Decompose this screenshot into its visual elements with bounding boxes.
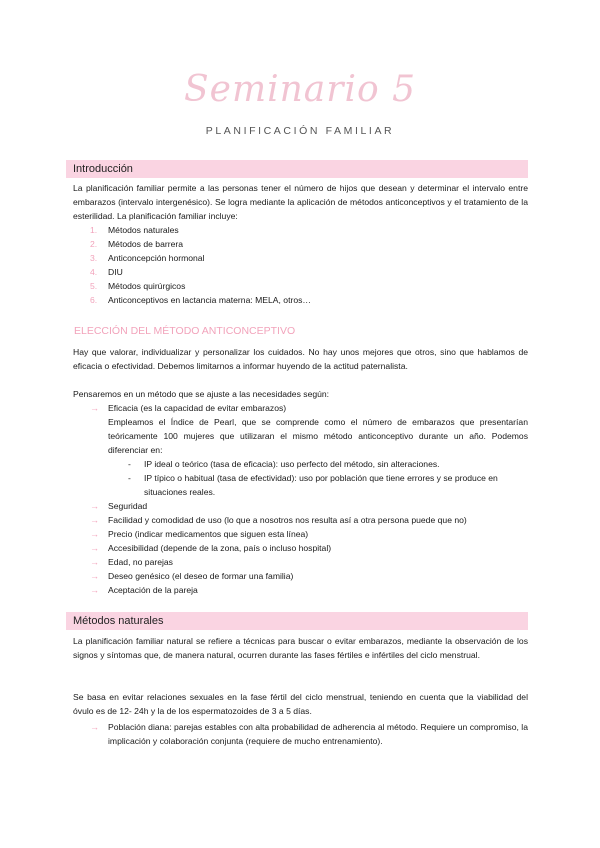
criteria-item: Edad, no parejas — [108, 557, 173, 567]
list-number: 6. — [90, 295, 98, 305]
arrow-bullet-icon: → — [90, 585, 99, 595]
eleccion-criteria-intro: Pensaremos en un método que se ajuste a las necesidades según: — [73, 389, 330, 399]
arrow-bullet-icon: → — [90, 501, 99, 511]
section-heading-introduccion: Introducción — [66, 160, 528, 178]
section-heading-naturales: Métodos naturales — [66, 612, 528, 630]
list-item: Anticoncepción hormonal — [108, 253, 205, 263]
dash-bullet-icon: - — [128, 473, 131, 483]
criteria-eficacia: Eficacia (es la capacidad de evitar embarazos) — [108, 403, 287, 413]
arrow-bullet-icon: → — [90, 722, 99, 732]
list-item: Métodos de barrera — [108, 239, 183, 249]
list-number: 5. — [90, 281, 98, 291]
eleccion-paragraph: Hay que valorar, individualizar y personalizar los cuidados. No hay unos mejores que otros, sino que hablamos de eficacia o efectividad. Debemos limitarnos a informar huyendo de la actitud paternalista. — [73, 347, 528, 371]
arrow-bullet-icon: → — [90, 543, 99, 553]
list-item: Métodos quirúrgicos — [108, 281, 186, 291]
eficacia-subitem: IP típico o habitual (tasa de efectividad): uso por población que tiene errores y se produce en situaciones reales. — [144, 473, 498, 497]
eficacia-detail: Empleamos el Índice de Pearl, que se comprende como el número de embarazos que presentarían teóricamente 100 mujeres que utilizaran el mismo método anticonceptivo durante un año. Podemos diferenciar en: — [108, 417, 528, 455]
list-number: 1. — [90, 225, 98, 235]
arrow-bullet-icon: → — [90, 515, 99, 525]
criteria-item: Aceptación de la pareja — [108, 585, 198, 595]
intro-paragraph: La planificación familiar permite a las personas tener el número de hijos que desean y determinar el intervalo entre embarazos (intervalo intergenésico). Se logra mediante la aplicación de métodos anticonceptivos y el tratamiento de la esterilidad. La planificación familiar incluye: — [73, 183, 528, 221]
arrow-bullet-icon: → — [90, 557, 99, 567]
list-item: DIU — [108, 267, 123, 277]
section-heading-eleccion: ELECCIÓN DEL MÉTODO ANTICONCEPTIVO — [74, 325, 296, 337]
naturales-paragraph: La planificación familiar natural se refiere a técnicas para buscar o evitar embarazos, mediante la observación de los signos y síntomas que, de manera natural, ocurren durante las fases fértiles e infértiles del ciclo menstrual. — [73, 636, 528, 660]
arrow-bullet-icon: → — [90, 529, 99, 539]
list-number: 2. — [90, 239, 98, 249]
criteria-item: Deseo genésico (el deseo de formar una familia) — [108, 571, 294, 581]
page-subtitle: PLANIFICACIÓN FAMILIAR — [205, 125, 395, 137]
dash-bullet-icon: - — [128, 459, 131, 469]
list-item: Métodos naturales — [108, 225, 179, 235]
criteria-item: Accesibilidad (depende de la zona, país o incluso hospital) — [108, 543, 332, 553]
page-title: Seminario 5 — [183, 69, 416, 110]
list-number: 4. — [90, 267, 98, 277]
poblacion-diana: Población diana: parejas estables con alta probabilidad de adherencia al método. Requiere un compromiso, la implicación y colaboración conjunta (requiere de mucho entrenamiento). — [108, 722, 528, 746]
naturales-paragraph-2: Se basa en evitar relaciones sexuales en la fase fértil del ciclo menstrual, teniendo en cuenta que la viabilidad del óvulo es de 12- 24h y la de los espermatozoides de 3 a 5 días. — [73, 692, 528, 716]
criteria-item: Facilidad y comodidad de uso (lo que a nosotros nos resulta así a otra persona puede que no) — [108, 515, 467, 525]
arrow-bullet-icon: → — [90, 571, 99, 581]
list-item: Anticonceptivos en lactancia materna: MELA, otros… — [108, 295, 312, 305]
eficacia-subitem: IP ideal o teórico (tasa de eficacia): uso perfecto del método, sin alteraciones. — [144, 459, 440, 469]
arrow-bullet-icon: → — [90, 403, 99, 413]
list-number: 3. — [90, 253, 98, 263]
criteria-item: Seguridad — [108, 501, 148, 511]
criteria-item: Precio (indicar medicamentos que siguen esta línea) — [108, 529, 309, 539]
